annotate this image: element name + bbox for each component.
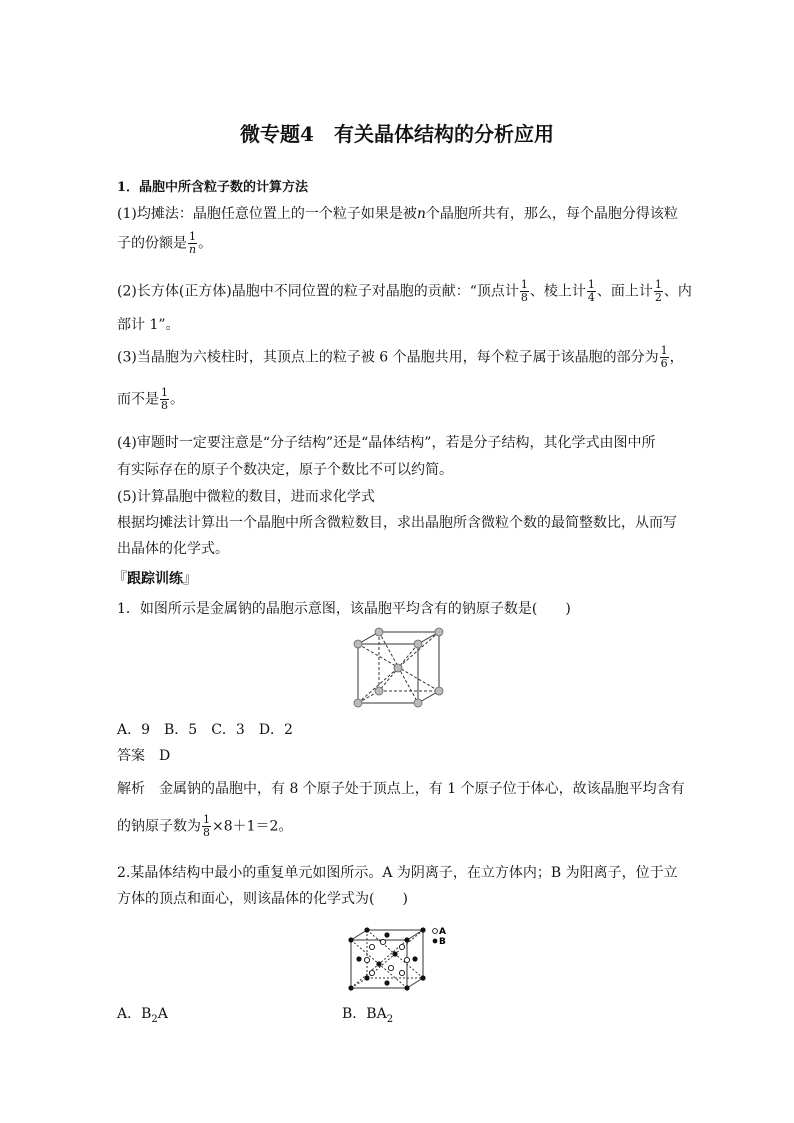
text: (1)均摊法：晶胞任意位置上的一个粒子如果是被 bbox=[117, 206, 417, 222]
paragraph-2-line-1 bbox=[117, 279, 692, 304]
paragraph-1-line-1 bbox=[117, 203, 678, 223]
fraction-1-over-8 bbox=[202, 814, 211, 839]
a-ion bbox=[404, 957, 409, 962]
atom bbox=[354, 640, 362, 648]
fraction-1-over-6 bbox=[660, 345, 669, 370]
fraction-1-over-4 bbox=[587, 279, 596, 304]
text: 。 bbox=[170, 391, 184, 408]
fraction-1-over-8 bbox=[160, 387, 169, 412]
question-2-option-b bbox=[342, 1003, 393, 1025]
edge bbox=[407, 978, 423, 988]
atom bbox=[375, 687, 383, 695]
atom bbox=[414, 699, 422, 707]
paragraph-2-line-2: 部计 1”。 bbox=[117, 317, 180, 333]
fraction-1-over-n bbox=[188, 231, 197, 256]
subscript: 2 bbox=[151, 1013, 158, 1025]
question-1: 1．如图所示是金属钠的晶胞示意图，该晶胞平均含有的钠原子数是( ) bbox=[117, 601, 571, 617]
bcc-unit-cell-figure bbox=[350, 626, 450, 710]
b-ion bbox=[412, 956, 417, 961]
denominator: 2 bbox=[654, 291, 662, 304]
a-ion bbox=[380, 939, 385, 944]
legend-b-marker bbox=[433, 939, 438, 944]
text: 、内 bbox=[663, 283, 692, 300]
paragraph-3-line-2 bbox=[117, 387, 184, 412]
front-face bbox=[358, 644, 418, 703]
legend-a-marker bbox=[433, 929, 438, 934]
text: A bbox=[157, 1006, 168, 1022]
text: 、面上计 bbox=[596, 283, 653, 300]
text: 。 bbox=[198, 235, 213, 252]
question-2-option-a bbox=[117, 1003, 168, 1025]
b-ion bbox=[348, 985, 353, 990]
denominator: n bbox=[189, 243, 197, 256]
b-ion bbox=[420, 927, 425, 932]
text: 子的份额是 bbox=[117, 235, 187, 252]
question-1-options: A．9 B．5 C．3 D．2 bbox=[117, 722, 293, 738]
edge bbox=[351, 930, 367, 940]
b-ion bbox=[364, 927, 369, 932]
text: (2)长方体(正方体)晶胞中不同位置的粒子对晶胞的贡献：“顶点计 bbox=[117, 283, 519, 300]
numerator: 1 bbox=[660, 344, 668, 357]
question-2-line-2: 方体的顶点和面心，则该晶体的化学式为( ) bbox=[117, 891, 408, 907]
paragraph-4-line-1: (4)审题时一定要注意是“分子结构”还是“晶体结构”，若是分子结构，其化学式由图中所 bbox=[117, 435, 656, 451]
subscript: 2 bbox=[386, 1013, 394, 1025]
b-ion bbox=[376, 961, 381, 966]
edge bbox=[407, 930, 423, 940]
fraction-1-over-8 bbox=[520, 279, 529, 304]
legend-a-label: A bbox=[439, 927, 446, 937]
paragraph-6-line-1: 根据均摊法计算出一个晶胞中所含微粒数目，求出晶胞所含微粒个数的最简整数比，从而写 bbox=[117, 515, 677, 531]
atom bbox=[435, 687, 443, 695]
text: ×8＋1＝2。 bbox=[212, 818, 293, 835]
body-center-atom bbox=[394, 664, 402, 672]
denominator: 8 bbox=[203, 826, 210, 839]
numerator: 1 bbox=[203, 813, 210, 826]
atom bbox=[414, 640, 422, 648]
practice-tag bbox=[113, 568, 197, 588]
question-1-answer: 答案 D bbox=[117, 748, 171, 764]
paragraph-3-line-1 bbox=[117, 345, 684, 370]
b-ion bbox=[404, 937, 409, 942]
b-ion bbox=[348, 937, 353, 942]
b-ion bbox=[364, 975, 369, 980]
text: 、棱上计 bbox=[529, 283, 586, 300]
text: 而不是 bbox=[117, 391, 159, 408]
a-ion bbox=[399, 944, 404, 949]
numerator: 1 bbox=[520, 278, 528, 291]
text: (3)当晶胞为六棱柱时，其顶点上的粒子被 6 个晶胞共用，每个粒子属于该晶胞的部分为 bbox=[117, 349, 659, 366]
denominator: 4 bbox=[587, 291, 595, 304]
legend-b-label: B bbox=[439, 937, 446, 947]
denominator: 6 bbox=[660, 357, 668, 370]
paragraph-6-line-2: 出晶体的化学式。 bbox=[117, 541, 229, 557]
paragraph-4-line-2: 有实际存在的原子个数决定，原子个数比不可以约简。 bbox=[117, 462, 453, 478]
numerator: 1 bbox=[654, 278, 662, 291]
b-ion bbox=[356, 956, 361, 961]
numerator: 1 bbox=[189, 230, 197, 243]
bracket-close: 』 bbox=[183, 571, 197, 587]
atom bbox=[435, 628, 443, 636]
denominator: 8 bbox=[520, 291, 528, 304]
question-1-analysis-line-1: 解析 金属钠的晶胞中，有 8 个原子处于顶点上，有 1 个原子位于体心，故该晶胞平均含有 bbox=[117, 781, 685, 797]
a-ion bbox=[388, 965, 393, 970]
denominator: 8 bbox=[161, 399, 168, 412]
practice-tag-label: 跟踪训练 bbox=[127, 571, 183, 587]
a-ion bbox=[369, 944, 374, 949]
numerator: 1 bbox=[161, 386, 168, 399]
text: B．BA bbox=[342, 1006, 387, 1022]
fraction-1-over-2 bbox=[654, 279, 663, 304]
paragraph-5: (5)计算晶胞中微粒的数目，进而求化学式 bbox=[117, 489, 375, 505]
text: A．B bbox=[117, 1006, 152, 1022]
a-ion bbox=[399, 970, 404, 975]
section-heading: 1．晶胞中所含粒子数的计算方法 bbox=[117, 180, 309, 195]
atom bbox=[354, 699, 362, 707]
text: 的钠原子数为 bbox=[117, 818, 201, 835]
fcc-unit-cell-figure bbox=[345, 920, 455, 992]
b-ion bbox=[404, 985, 409, 990]
bracket-open: 『 bbox=[113, 571, 127, 587]
b-ion bbox=[420, 975, 425, 980]
b-ion bbox=[392, 951, 397, 956]
var-n: n bbox=[416, 206, 426, 222]
b-ion bbox=[384, 980, 389, 985]
text: 个晶胞所共有，那么，每个晶胞分得该粒 bbox=[425, 206, 678, 222]
a-ion bbox=[369, 970, 374, 975]
atom bbox=[375, 628, 383, 636]
question-1-analysis-line-2 bbox=[117, 814, 292, 839]
b-ion bbox=[384, 932, 389, 937]
a-ion bbox=[364, 957, 369, 962]
text: ， bbox=[669, 349, 684, 366]
numerator: 1 bbox=[587, 278, 595, 291]
edge bbox=[351, 978, 367, 988]
page-title: 微专题4 有关晶体结构的分析应用 bbox=[240, 122, 554, 146]
question-2-line-1: 2.某晶体结构中最小的重复单元如图所示。A 为阴离子，在立方体内；B 为阳离子，位于立 bbox=[117, 865, 678, 881]
paragraph-1-line-2 bbox=[117, 231, 212, 256]
